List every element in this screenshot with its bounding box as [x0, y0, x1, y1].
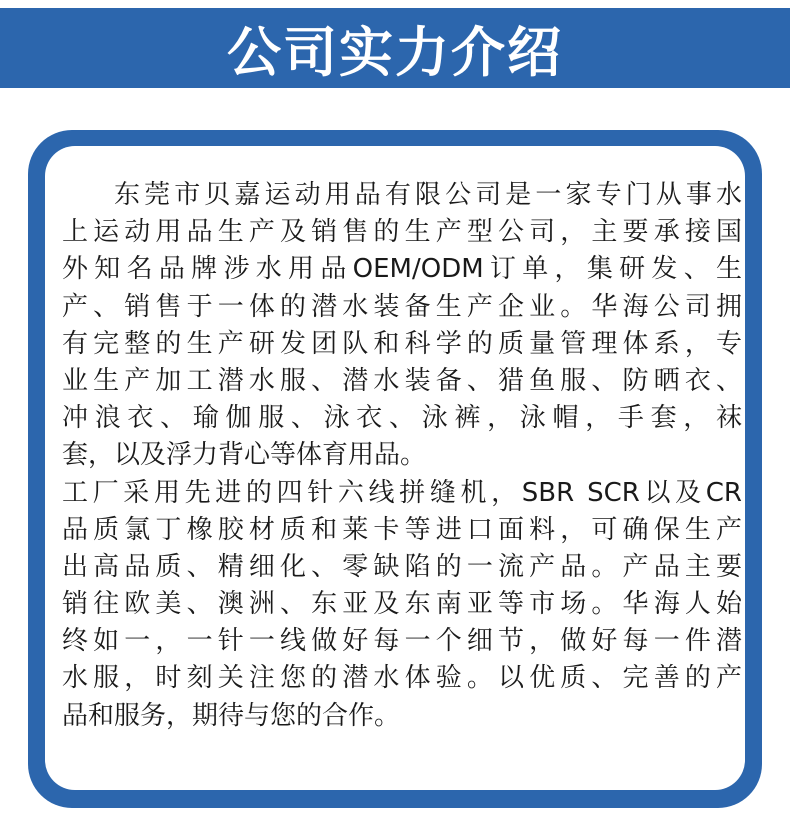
intro-line: 产、销售于一体的潜水装备生产企业。华海公司拥: [62, 291, 742, 322]
intro-line: 终如一，一针一线做好每一个细节，做好每一件潜: [62, 626, 742, 657]
intro-line: 套，以及浮力背心等体育用品。: [62, 440, 427, 471]
intro-line: 工厂采用先进的四针六线拼缝机，SBR SCR以及CR: [62, 477, 742, 508]
company-intro-text: [62, 177, 742, 735]
intro-line: 水服，时刻关注您的潜水体验。以优质、完善的产: [62, 663, 742, 694]
intro-line: 品质氯丁橡胶材质和莱卡等进口面料，可确保生产: [62, 514, 742, 545]
intro-line: 品和服务，期待与您的合作。: [62, 700, 401, 731]
intro-line: 上运动用品生产及销售的生产型公司，主要承接国: [62, 217, 742, 248]
intro-line: 业生产加工潜水服、潜水装备、猎鱼服、防晒衣、: [62, 365, 742, 396]
intro-line: 冲浪衣、瑜伽服、泳衣、泳裤，泳帽，手套，袜: [62, 403, 742, 434]
intro-line: 出高品质、精细化、零缺陷的一流产品。产品主要: [62, 551, 742, 582]
header-banner: [0, 8, 790, 88]
intro-line: 有完整的生产研发团队和科学的质量管理体系，专: [62, 328, 742, 359]
intro-line: 外知名品牌涉水用品OEM/ODM订单，集研发、生: [62, 254, 742, 285]
intro-line: 东莞市贝嘉运动用品有限公司是一家专门从事水: [114, 180, 742, 210]
intro-line: 销往欧美、澳洲、东亚及东南亚等市场。华海人始: [62, 589, 742, 620]
page-title: 公司实力介绍: [227, 20, 563, 84]
